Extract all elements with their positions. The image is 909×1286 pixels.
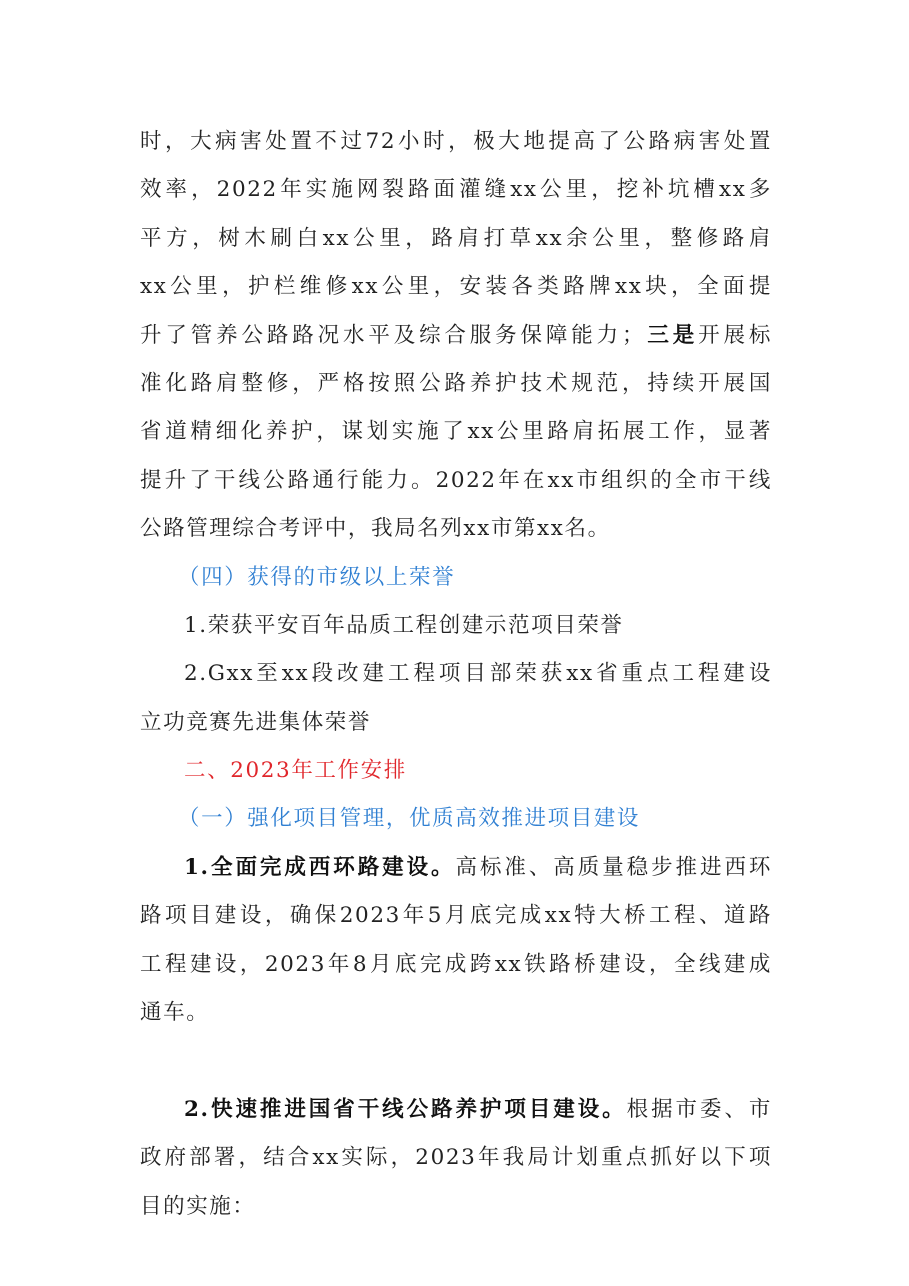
body-line: 提升了干线公路通行能力。2022年在xx市组织的全市干线 [140, 467, 772, 493]
honor-item: 2.Gxx至xx段改建工程项目部荣获xx省重点工程建设 [184, 661, 772, 687]
body-text: 开展标 [698, 322, 772, 348]
body-line: 效率，2022年实施网裂路面灌缝xx公里，挖补坑槽xx多 [140, 177, 772, 203]
body-line: 目的实施： [140, 1193, 256, 1219]
body-text: 升了管养公路路况水平及综合服务保障能力； [140, 322, 646, 348]
body-line-mixed [140, 844, 772, 892]
body-line-mixed [140, 1086, 772, 1134]
section-heading: 二、2023年工作安排 [184, 758, 407, 784]
blank-line [140, 1037, 772, 1085]
subsection-heading: （四）获得的市级以上荣誉 [178, 564, 456, 590]
body-text: 高标准、高质量稳步推进西环 [455, 854, 772, 880]
body-line: 路项目建设，确保2023年5月底完成xx特大桥工程、道路 [140, 903, 772, 929]
body-line: 平方，树木刷白xx公里，路肩打草xx余公里，整修路肩 [140, 225, 772, 251]
item-heading: 1.全面完成西环路建设。 [184, 854, 456, 880]
body-line: 工程建设，2023年8月底完成跨xx铁路桥建设，全线建成 [140, 951, 772, 977]
body-line-mixed [140, 312, 772, 360]
subsection-heading: （一）强化项目管理，优质高效推进项目建设 [178, 806, 641, 832]
body-line: 时，大病害处置不过72小时，极大地提高了公路病害处置 [140, 129, 772, 154]
honor-item: 1.荣获平安百年品质工程创建示范项目荣誉 [184, 612, 624, 638]
body-line: 准化路肩整修，严格按照公路养护技术规范，持续开展国 [140, 370, 772, 396]
document-page [140, 118, 772, 1231]
emphasis-text: 三是 [645, 322, 699, 348]
body-line: 省道精细化养护，谋划实施了xx公里路肩拓展工作，显著 [140, 419, 772, 445]
honor-item-continuation: 立功竞赛先进集体荣誉 [140, 709, 372, 735]
body-line: 政府部署，结合xx实际，2023年我局计划重点抓好以下项 [140, 1145, 772, 1171]
item-heading: 2.快速推进国省干线公路养护项目建设。 [184, 1096, 627, 1122]
body-line: xx公里，护栏维修xx公里，安装各类路牌xx块，全面提 [140, 274, 772, 300]
body-line: 通车。 [140, 1000, 210, 1026]
body-text: 根据市委、市 [626, 1096, 772, 1122]
body-line: 公路管理综合考评中，我局名列xx市第xx名。 [140, 516, 611, 542]
